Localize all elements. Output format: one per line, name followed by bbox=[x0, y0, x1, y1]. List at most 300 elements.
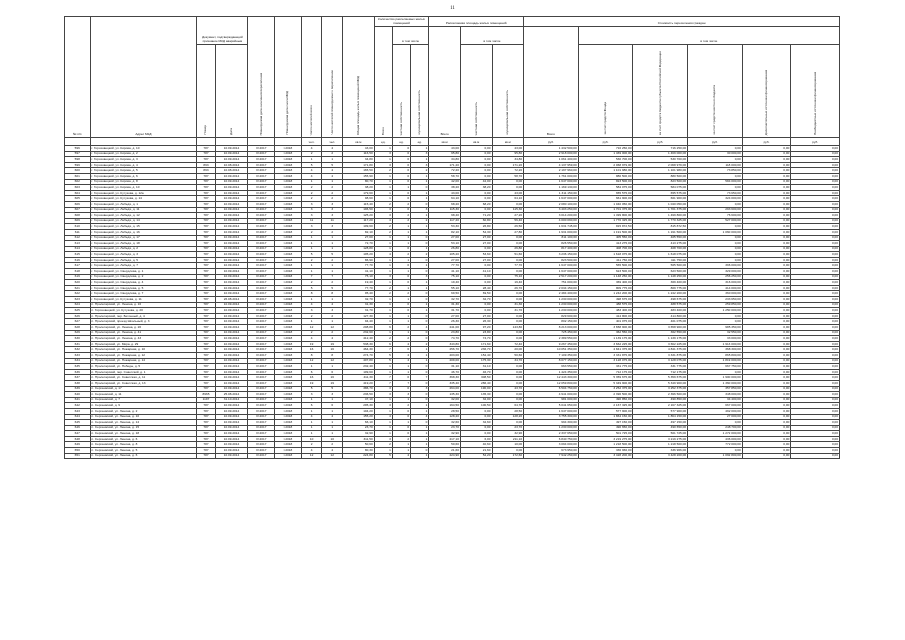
table-cell: 69,50 bbox=[429, 291, 461, 297]
table-cell: 171,20 bbox=[429, 162, 461, 168]
header-residents-count: Число жителей всего bbox=[301, 17, 322, 138]
table-cell: IV.2017 bbox=[248, 185, 275, 191]
table-cell: 0 bbox=[411, 336, 429, 342]
table-cell: 624 bbox=[65, 302, 91, 308]
table-cell: 1 bbox=[374, 297, 392, 303]
table-cell: 0 bbox=[392, 179, 410, 185]
table-cell: 12 bbox=[322, 325, 343, 331]
table-cell: 787 bbox=[197, 291, 215, 297]
table-cell: 0,00 bbox=[742, 341, 791, 347]
table-cell: 12 bbox=[301, 325, 322, 331]
table-cell: 209,00 bbox=[429, 358, 461, 364]
table-cell: 1 bbox=[322, 364, 343, 370]
table-cell: 2 396 500,00 bbox=[578, 392, 633, 398]
table-cell: 41,10 bbox=[343, 269, 375, 275]
unit-cell bbox=[275, 138, 302, 146]
table-cell: 0,00 bbox=[742, 285, 791, 291]
table-cell: 50,60 bbox=[343, 442, 375, 448]
table-cell: 1 101 980,00 bbox=[633, 168, 688, 174]
address-cell: п. Пролетарский, ул. Победы, д. 5 bbox=[90, 364, 197, 370]
address-cell: г. Гороховецкий, ул. Кирова, д. 4 bbox=[90, 162, 197, 168]
table-cell: 1 bbox=[322, 179, 343, 185]
table-cell: 66,10 bbox=[343, 420, 375, 426]
table-cell: 128,20 bbox=[492, 414, 524, 420]
table-cell: 0 bbox=[411, 235, 429, 241]
table-cell: 787 bbox=[197, 201, 215, 207]
table-cell: 21,60 bbox=[429, 448, 461, 454]
table-row bbox=[65, 453, 840, 459]
table-cell: 74,70 bbox=[460, 336, 492, 342]
unit-cell: руб. bbox=[633, 138, 688, 146]
table-cell: 2 bbox=[374, 442, 392, 448]
table-cell: 1 311 150,00 bbox=[524, 190, 579, 196]
table-cell: 58,70 bbox=[429, 173, 461, 179]
table-cell: I.2018 bbox=[275, 291, 302, 297]
table-cell: 787 bbox=[197, 146, 215, 152]
table-cell: 117,20 bbox=[343, 218, 375, 224]
table-cell: 1 770 325,00 bbox=[578, 218, 633, 224]
table-cell: 26,30 bbox=[460, 319, 492, 325]
table-cell: 0,00 bbox=[742, 179, 791, 185]
table-cell: I.2018 bbox=[275, 420, 302, 426]
table-cell: 0,00 bbox=[742, 201, 791, 207]
table-cell: 31,30 bbox=[429, 302, 461, 308]
table-cell: 0,00 bbox=[460, 162, 492, 168]
table-cell: 80,30 bbox=[343, 448, 375, 454]
table-cell: 0 bbox=[411, 330, 429, 336]
table-cell: 787 bbox=[197, 347, 215, 353]
table-cell: 1 101 980,00 bbox=[578, 168, 633, 174]
table-cell: 1 bbox=[322, 263, 343, 269]
table-cell: 787 bbox=[197, 313, 215, 319]
address-cell: г. Гороховецкий, ул. Лебедя, д. 14 bbox=[90, 218, 197, 224]
table-cell: 829 600,00 bbox=[524, 313, 579, 319]
table-cell: 3 bbox=[374, 207, 392, 213]
table-cell: 336 966,00 bbox=[633, 448, 688, 454]
address-cell: п. Сергеевский, д. 11 bbox=[90, 392, 197, 398]
table-cell: 0,00 bbox=[791, 403, 840, 409]
table-cell: 0,00 bbox=[742, 302, 791, 308]
table-cell: 725 450,00 bbox=[524, 330, 579, 336]
header-address: Адрес МКД bbox=[90, 17, 197, 138]
table-cell: IV.2017 bbox=[248, 201, 275, 207]
address-cell: п. Сергеевский, ул. Ленина, д. 6 bbox=[90, 453, 197, 459]
table-cell: 1 bbox=[411, 431, 429, 437]
table-cell: 27,00 bbox=[429, 257, 461, 263]
table-cell: I.2018 bbox=[275, 213, 302, 219]
table-cell: 8 bbox=[301, 352, 322, 358]
table-cell: 73 850,00 bbox=[688, 168, 743, 174]
table-cell: 2 bbox=[301, 190, 322, 196]
table-cell: 787 bbox=[197, 420, 215, 426]
table-cell: 0,00 bbox=[460, 274, 492, 280]
table-cell: 787 bbox=[197, 408, 215, 414]
table-cell: 0,00 bbox=[742, 190, 791, 196]
table-cell: 152,40 bbox=[460, 352, 492, 358]
table-cell: 0,00 bbox=[742, 274, 791, 280]
table-cell: 1 218 500,00 bbox=[578, 442, 633, 448]
table-cell: 4 bbox=[392, 341, 410, 347]
table-cell: 128,20 bbox=[429, 414, 461, 420]
table-cell: 6 bbox=[301, 369, 322, 375]
table-cell: 0 bbox=[392, 157, 410, 163]
table-cell: 190,00 bbox=[460, 386, 492, 392]
table-cell: 28,40 bbox=[460, 285, 492, 291]
table-cell: 0 bbox=[392, 425, 410, 431]
table-cell: 0,00 bbox=[742, 453, 791, 459]
table-cell: 0,00 bbox=[791, 308, 840, 314]
table-cell: 787 bbox=[197, 241, 215, 247]
table-cell: 0 bbox=[411, 291, 429, 297]
table-cell: 5 bbox=[322, 285, 343, 291]
table-cell: IV.2017 bbox=[248, 179, 275, 185]
table-cell: IV.2017 bbox=[248, 151, 275, 157]
table-cell: 1 148 250,00 bbox=[578, 274, 633, 280]
table-cell: 599 bbox=[65, 162, 91, 168]
table-cell: 787 bbox=[197, 319, 215, 325]
address-cell: г. Гороховецкий, ул. Свердлова, д. 5 bbox=[90, 285, 197, 291]
table-cell: 82,10 bbox=[429, 229, 461, 235]
table-cell: 3 219 275,00 bbox=[578, 436, 633, 442]
table-cell: I.2018 bbox=[275, 308, 302, 314]
table-cell: I.2018 bbox=[275, 386, 302, 392]
address-cell: г. Гороховецкий, ул. Кирова, д. 8 bbox=[90, 179, 197, 185]
table-cell: 584 075,00 bbox=[578, 185, 633, 191]
table-cell: 0,00 bbox=[460, 246, 492, 252]
table-cell: I.2018 bbox=[275, 375, 302, 381]
table-cell: 53,60 bbox=[460, 252, 492, 258]
table-cell: 565 500,00 bbox=[633, 263, 688, 269]
table-cell: 1 bbox=[392, 297, 410, 303]
table-cell: 0,00 bbox=[742, 241, 791, 247]
table-cell: 2 396 500,00 bbox=[633, 392, 688, 398]
table-cell: 1 bbox=[392, 364, 410, 370]
table-cell: 3 bbox=[322, 201, 343, 207]
table-cell: 286,40 bbox=[460, 380, 492, 386]
table-cell: 1 bbox=[374, 257, 392, 263]
table-cell: 75,10 bbox=[492, 274, 524, 280]
table-cell: IV.2017 bbox=[248, 392, 275, 398]
table-cell: 0,00 bbox=[791, 269, 840, 275]
table-cell: 1 169 130,00 bbox=[524, 185, 579, 191]
table-cell: 1 060 000,00 bbox=[688, 229, 743, 235]
table-cell: 26,80 bbox=[429, 246, 461, 252]
table-cell: 32,00 bbox=[429, 397, 461, 403]
table-cell: 4 bbox=[322, 448, 343, 454]
table-cell: 787 bbox=[197, 302, 215, 308]
table-cell: 1 bbox=[301, 420, 322, 426]
table-cell: 10.09.2014 bbox=[215, 263, 248, 269]
table-cell: 0 bbox=[392, 196, 410, 202]
table-cell: I.2018 bbox=[275, 185, 302, 191]
table-cell: 43,00 bbox=[492, 146, 524, 152]
table-cell: 405 550,00 bbox=[633, 235, 688, 241]
header-cost-total: Всего bbox=[524, 27, 579, 138]
table-cell: 596 bbox=[65, 146, 91, 152]
table-cell: 0,00 bbox=[742, 397, 791, 403]
table-cell: 42,00 bbox=[429, 179, 461, 185]
table-cell: 0,00 bbox=[460, 168, 492, 174]
table-cell: 2 bbox=[392, 436, 410, 442]
table-cell: 7 bbox=[322, 274, 343, 280]
units-row bbox=[65, 138, 840, 146]
table-cell: 787 bbox=[197, 297, 215, 303]
table-cell: 0,00 bbox=[791, 358, 840, 364]
table-cell: 34,80 bbox=[429, 157, 461, 163]
table-cell: 787 bbox=[197, 336, 215, 342]
table-cell: IV.2017 bbox=[248, 274, 275, 280]
table-cell: 3 bbox=[301, 224, 322, 230]
table-cell: 1 bbox=[411, 302, 429, 308]
table-cell: 401 075,00 bbox=[578, 319, 633, 325]
table-cell: 0,00 bbox=[791, 213, 840, 219]
table-cell: 3 252 375,00 bbox=[578, 386, 633, 392]
table-cell: 55,10 bbox=[429, 285, 461, 291]
table-cell: 23,70 bbox=[429, 425, 461, 431]
table-cell: 32,60 bbox=[460, 420, 492, 426]
table-cell: IV.2017 bbox=[248, 229, 275, 235]
table-cell: 16 bbox=[301, 375, 322, 381]
table-cell: 32,00 bbox=[460, 397, 492, 403]
table-cell: 640 bbox=[65, 392, 91, 398]
table-cell: 787 bbox=[197, 380, 215, 386]
table-cell: 19 bbox=[301, 380, 322, 386]
table-cell: 10.09.2014 bbox=[215, 364, 248, 370]
table-cell: 8965 bbox=[197, 392, 215, 398]
table-cell: 368 300,00 bbox=[688, 347, 743, 353]
table-cell: 2 bbox=[374, 224, 392, 230]
table-cell: 329 000,00 bbox=[688, 269, 743, 275]
table-cell: 0 bbox=[392, 408, 410, 414]
table-cell: 32,70 bbox=[460, 297, 492, 303]
table-cell: 3 662 225,00 bbox=[578, 341, 633, 347]
table-cell: 490 850,00 bbox=[633, 397, 688, 403]
table-cell: 2 bbox=[322, 257, 343, 263]
table-cell: 1 bbox=[374, 448, 392, 454]
table-cell: 0,00 bbox=[492, 397, 524, 403]
table-cell: 631 bbox=[65, 341, 91, 347]
table-cell: 601 bbox=[65, 173, 91, 179]
table-cell: 0,00 bbox=[460, 425, 492, 431]
table-cell: 27,00 bbox=[460, 241, 492, 247]
table-cell: 0,00 bbox=[742, 369, 791, 375]
table-cell: 1 bbox=[322, 425, 343, 431]
table-cell: 0,00 bbox=[460, 207, 492, 213]
unit-cell: кв.м bbox=[343, 138, 375, 146]
table-cell: 135,30 bbox=[429, 392, 461, 398]
table-cell: IV.2017 bbox=[248, 336, 275, 342]
address-cell: п. Сергеевский, ул. Ленина, д. 14 bbox=[90, 420, 197, 426]
table-cell: 357 850,00 bbox=[688, 386, 743, 392]
table-cell: 3 bbox=[374, 403, 392, 409]
address-cell: п. Пролетарский, пер. Советский, д. 1 bbox=[90, 369, 197, 375]
table-cell: 30 000,00 bbox=[688, 151, 743, 157]
table-cell: 0,00 bbox=[791, 325, 840, 331]
table-cell: 612 bbox=[65, 235, 91, 241]
table-cell: 4 bbox=[322, 302, 343, 308]
table-cell: 4 bbox=[374, 252, 392, 258]
table-cell: 26,80 bbox=[460, 224, 492, 230]
table-cell: 1 bbox=[411, 146, 429, 152]
table-cell: 0,00 bbox=[742, 386, 791, 392]
table-cell: 1 bbox=[301, 425, 322, 431]
table-cell: 5 bbox=[374, 453, 392, 459]
table-cell: 787 bbox=[197, 213, 215, 219]
header-residents-relocate: Число жителей планируемых к переселению bbox=[322, 17, 343, 138]
table-cell: 41,10 bbox=[460, 269, 492, 275]
table-cell: 3 094 000,00 bbox=[524, 442, 579, 448]
table-cell: IV.2017 bbox=[248, 358, 275, 364]
table-cell: 0,00 bbox=[492, 319, 524, 325]
table-cell: 2 bbox=[322, 280, 343, 286]
table-cell: 606 bbox=[65, 201, 91, 207]
table-cell: IV.2017 bbox=[248, 146, 275, 152]
table-cell: 60,80 bbox=[460, 218, 492, 224]
table-cell: I.2018 bbox=[275, 431, 302, 437]
table-cell: 1 432 500,00 bbox=[524, 146, 579, 152]
table-cell: 7 109 350,00 bbox=[524, 352, 579, 358]
table-cell: 667 000,00 bbox=[688, 403, 743, 409]
table-cell: 414 000,00 bbox=[688, 285, 743, 291]
table-cell: 787 bbox=[197, 425, 215, 431]
table-cell: 0,00 bbox=[742, 257, 791, 263]
table-cell: 0,00 bbox=[791, 162, 840, 168]
table-cell: 636 bbox=[65, 369, 91, 375]
address-cell: п. Сергеевский, ул. Ленина, д. 5 bbox=[90, 448, 197, 454]
table-cell: 0,00 bbox=[492, 380, 524, 386]
table-cell: 4 bbox=[322, 173, 343, 179]
table-cell: 3 bbox=[411, 274, 429, 280]
table-cell: 175,30 bbox=[460, 358, 492, 364]
table-cell: 1 bbox=[392, 397, 410, 403]
table-cell: 10.09.2014 bbox=[215, 196, 248, 202]
table-cell: 2 bbox=[392, 336, 410, 342]
table-cell: 1 230 000,00 bbox=[524, 425, 579, 431]
table-cell: 1 230 000,00 bbox=[524, 308, 579, 314]
table-cell: 497 150,00 bbox=[578, 420, 633, 426]
table-cell: 3 014 200,00 bbox=[524, 213, 579, 219]
table-cell: 72,20 bbox=[429, 168, 461, 174]
table-cell: 1 bbox=[411, 263, 429, 269]
table-cell: 12 bbox=[322, 358, 343, 364]
table-cell: 362 550,00 bbox=[633, 330, 688, 336]
table-cell: 0,00 bbox=[791, 392, 840, 398]
table-cell: 787 bbox=[197, 274, 215, 280]
table-cell: 0,00 bbox=[791, 173, 840, 179]
table-cell: 0 bbox=[392, 162, 410, 168]
table-cell: 605 bbox=[65, 196, 91, 202]
table-cell: 815 872,50 bbox=[633, 224, 688, 230]
table-cell: 38,20 bbox=[429, 185, 461, 191]
table-cell: 488 575,00 bbox=[578, 302, 633, 308]
table-cell: 336 966,00 bbox=[578, 448, 633, 454]
table-cell: 0,00 bbox=[742, 157, 791, 163]
table-cell: 0,00 bbox=[791, 336, 840, 342]
table-cell: 1 191 500,00 bbox=[578, 229, 633, 235]
table-cell: 0,00 bbox=[460, 280, 492, 286]
table-cell: I.2018 bbox=[275, 358, 302, 364]
table-cell: 2 bbox=[411, 341, 429, 347]
table-cell: 3 bbox=[322, 213, 343, 219]
table-cell: 118 000,00 bbox=[688, 162, 743, 168]
table-cell: 530 700,00 bbox=[633, 157, 688, 163]
table-cell: I.2018 bbox=[275, 392, 302, 398]
address-cell: г. Гороховецкий, ул. Лебедя, д. 1 bbox=[90, 201, 197, 207]
table-cell: 584 075,00 bbox=[633, 185, 688, 191]
table-cell: 2 bbox=[301, 280, 322, 286]
table-cell: 43,00 bbox=[492, 190, 524, 196]
table-cell: 10.09.2014 bbox=[215, 375, 248, 381]
table-cell: 1 bbox=[392, 269, 410, 275]
table-cell: 241,00 bbox=[429, 325, 461, 331]
table-cell: 3 331 875,00 bbox=[578, 352, 633, 358]
table-cell: IV.2017 bbox=[248, 325, 275, 331]
table-cell: 95,80 bbox=[429, 151, 461, 157]
table-cell: 19,40 bbox=[343, 280, 375, 286]
table-cell: I.2018 bbox=[275, 341, 302, 347]
table-cell: 1 bbox=[374, 425, 392, 431]
table-cell: 2 bbox=[322, 151, 343, 157]
table-cell: 1 bbox=[301, 431, 322, 437]
table-cell: 0,00 bbox=[742, 207, 791, 213]
address-cell: г. Гороховецкий, ул. Лебедя, д. 15 bbox=[90, 224, 197, 230]
table-cell: 0,00 bbox=[742, 431, 791, 437]
table-cell: 436 000,00 bbox=[688, 436, 743, 442]
table-cell: 19,40 bbox=[492, 280, 524, 286]
table-cell: 2 bbox=[322, 330, 343, 336]
table-cell: 1 bbox=[374, 190, 392, 196]
address-cell: г. Гороховецкий, ул. Кирова, д. 2 bbox=[90, 151, 197, 157]
table-cell: 1 139 175,00 bbox=[633, 336, 688, 342]
address-cell: п. Гороховецкий, ул. Кутузова, д. 20 bbox=[90, 308, 197, 314]
address-cell: г. Гороховецкий, ул. Свердлова, д. 7 bbox=[90, 291, 197, 297]
table-cell: 53,30 bbox=[429, 224, 461, 230]
table-cell: 5 bbox=[301, 162, 322, 168]
table-cell: 0,00 bbox=[791, 352, 840, 358]
table-cell: 362 550,00 bbox=[578, 330, 633, 336]
table-cell: 1 bbox=[301, 319, 322, 325]
table-cell: 43,00 bbox=[429, 146, 461, 152]
table-cell: 2 bbox=[301, 257, 322, 263]
table-cell: 3 bbox=[374, 392, 392, 398]
address-cell: п. Пролетарский, ул. Пожарная, д. 10 bbox=[90, 347, 197, 353]
table-cell: 1 bbox=[374, 280, 392, 286]
table-cell: 0,00 bbox=[492, 297, 524, 303]
table-cell: 10.09.2014 bbox=[215, 207, 248, 213]
address-cell: п. Сергеевский, ул. Ленина, д. 6 bbox=[90, 436, 197, 442]
address-cell: п. Сергеевский, ул. Ленина, д. 18 bbox=[90, 431, 197, 437]
table-cell: 0,00 bbox=[791, 386, 840, 392]
table-cell: 2 bbox=[392, 403, 410, 409]
table-cell: 2 bbox=[301, 196, 322, 202]
table-cell: 3 428 200,00 bbox=[578, 453, 633, 459]
table-cell: 2 bbox=[301, 151, 322, 157]
table-cell: 1 bbox=[301, 297, 322, 303]
table-cell: 1 647 000,00 bbox=[524, 196, 579, 202]
table-cell: 1 864 150,00 bbox=[633, 414, 688, 420]
table-cell: 25.08.2014 bbox=[215, 392, 248, 398]
table-cell: 787 bbox=[197, 364, 215, 370]
table-cell: 787 bbox=[197, 252, 215, 258]
table-cell: 787 bbox=[197, 207, 215, 213]
table-cell: IV.2017 bbox=[248, 448, 275, 454]
table-cell: 105,20 bbox=[429, 252, 461, 258]
address-cell: п. Пролетарский, ул. Пожарная, д. 14 bbox=[90, 358, 197, 364]
table-cell: 634 bbox=[65, 358, 91, 364]
table-cell: 645 bbox=[65, 420, 91, 426]
table-cell: 10.09.2014 bbox=[215, 325, 248, 331]
table-cell: I.2018 bbox=[275, 403, 302, 409]
